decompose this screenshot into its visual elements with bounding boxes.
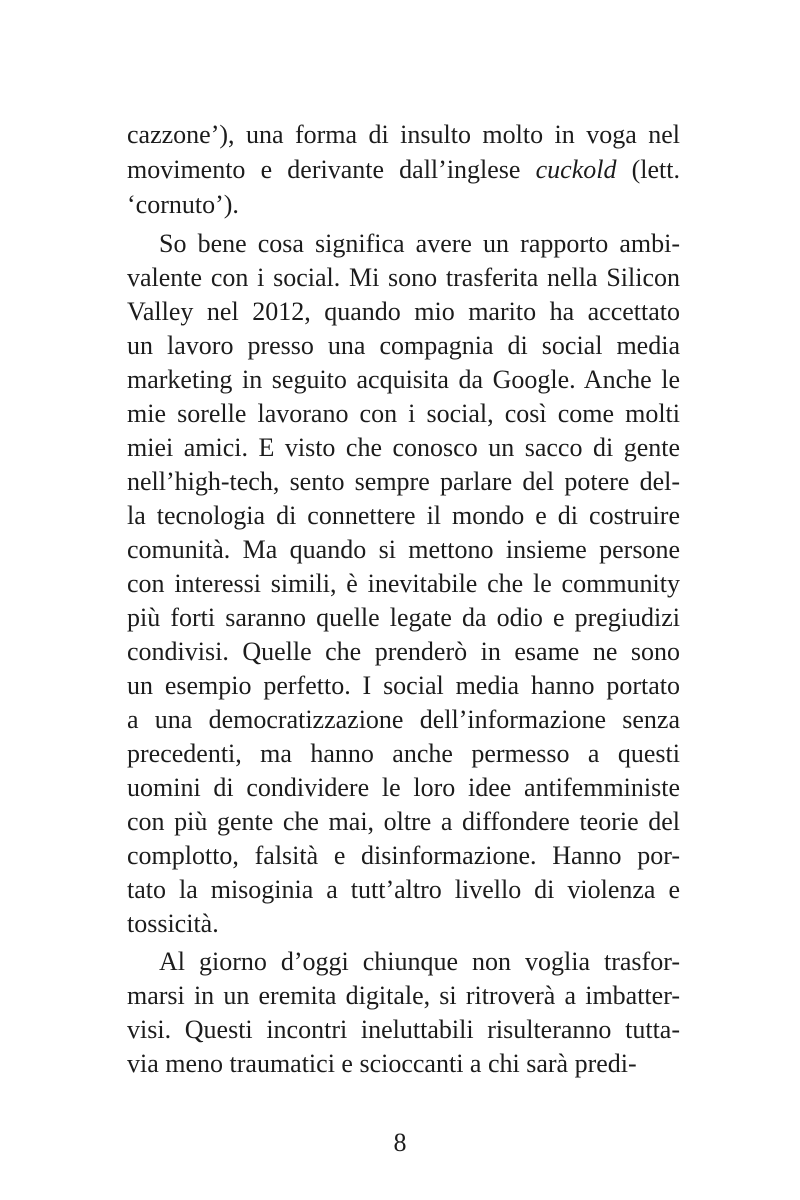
text-line (127, 1047, 680, 1081)
text-line (127, 329, 680, 363)
text-line (159, 227, 680, 261)
text-line (127, 907, 680, 941)
text-segment: comunità. Ma quando si mettono insieme persone (127, 535, 680, 564)
text-segment: So bene cosa significa avere un rapporto ambi- (159, 229, 680, 258)
text-segment: un esempio perfetto. I social media hanno portato (127, 671, 680, 700)
text-segment: Al giorno d’oggi chiunque non voglia trasfor- (159, 947, 680, 976)
text-segment: condivisi. Quelle che prenderò in esame ne sono (127, 637, 680, 666)
text-line (127, 363, 680, 397)
text-line (127, 703, 680, 737)
text-line (127, 431, 680, 465)
text-segment: con più gente che mai, oltre a diffondere teorie del (127, 807, 680, 836)
text-segment: uomini di condividere le loro idee antifemministe (127, 773, 680, 802)
text-line (127, 839, 680, 873)
text-segment: movimento e derivante dall’inglese (127, 155, 536, 184)
text-line (127, 771, 680, 805)
text-segment: un lavoro presso una compagnia di social media (127, 331, 680, 360)
text-line (127, 567, 680, 601)
text-segment: marketing in seguito acquisita da Google. Anche le (127, 365, 680, 394)
text-line (127, 153, 680, 187)
text-segment: a una democratizzazione dell’informazione senza (127, 705, 680, 734)
text-line (127, 295, 680, 329)
page-number: 8 (393, 1128, 407, 1157)
text-segment: tato la misoginia a tutt’altro livello di violenza e (127, 875, 680, 904)
text-line (127, 499, 680, 533)
text-line (127, 873, 680, 907)
text-segment: nell’high-tech, sento sempre parlare del potere del- (127, 467, 680, 496)
text-line (127, 805, 680, 839)
text-segment: miei amici. E visto che conosco un sacco di gente (127, 433, 680, 462)
text-segment: (lett. (616, 155, 680, 184)
text-segment: complotto, falsità e disinformazione. Hanno por- (127, 841, 680, 870)
text-line (127, 1013, 680, 1047)
italic-term: cuckold (535, 155, 617, 184)
text-segment: cazzone’), una forma di insulto molto in voga nel (127, 120, 680, 149)
text-segment: mie sorelle lavorano con i social, così come molti (127, 399, 680, 428)
text-line (127, 737, 680, 771)
text-segment: più forti saranno quelle legate da odio e pregiudizi (127, 603, 680, 632)
text-line (127, 118, 680, 152)
text-segment: visi. Questi incontri ineluttabili risulteranno tutta- (127, 1015, 680, 1044)
text-line (127, 397, 680, 431)
text-segment: marsi in un eremita digitale, si ritroverà a imbatter- (127, 981, 680, 1010)
text-segment: con interessi simili, è inevitabile che le community (127, 569, 680, 598)
text-line (127, 635, 680, 669)
text-line (127, 533, 680, 567)
text-segment: valente con i social. Mi sono trasferita nella Silicon (127, 263, 680, 292)
text-line (127, 261, 680, 295)
text-segment: via meno traumatici e scioccanti a chi sarà predi- (127, 1049, 637, 1078)
text-segment: la tecnologia di connettere il mondo e di costruire (127, 501, 680, 530)
text-line (127, 465, 680, 499)
text-segment: ‘cornuto’). (127, 190, 239, 219)
text-line (127, 188, 680, 222)
text-segment: precedenti, ma hanno anche permesso a questi (127, 739, 680, 768)
text-line (127, 979, 680, 1013)
text-line (127, 601, 680, 635)
text-segment: tossicità. (127, 909, 219, 938)
text-line (127, 669, 680, 703)
text-line (159, 945, 680, 979)
text-segment: Valley nel 2012, quando mio marito ha accettato (127, 297, 680, 326)
